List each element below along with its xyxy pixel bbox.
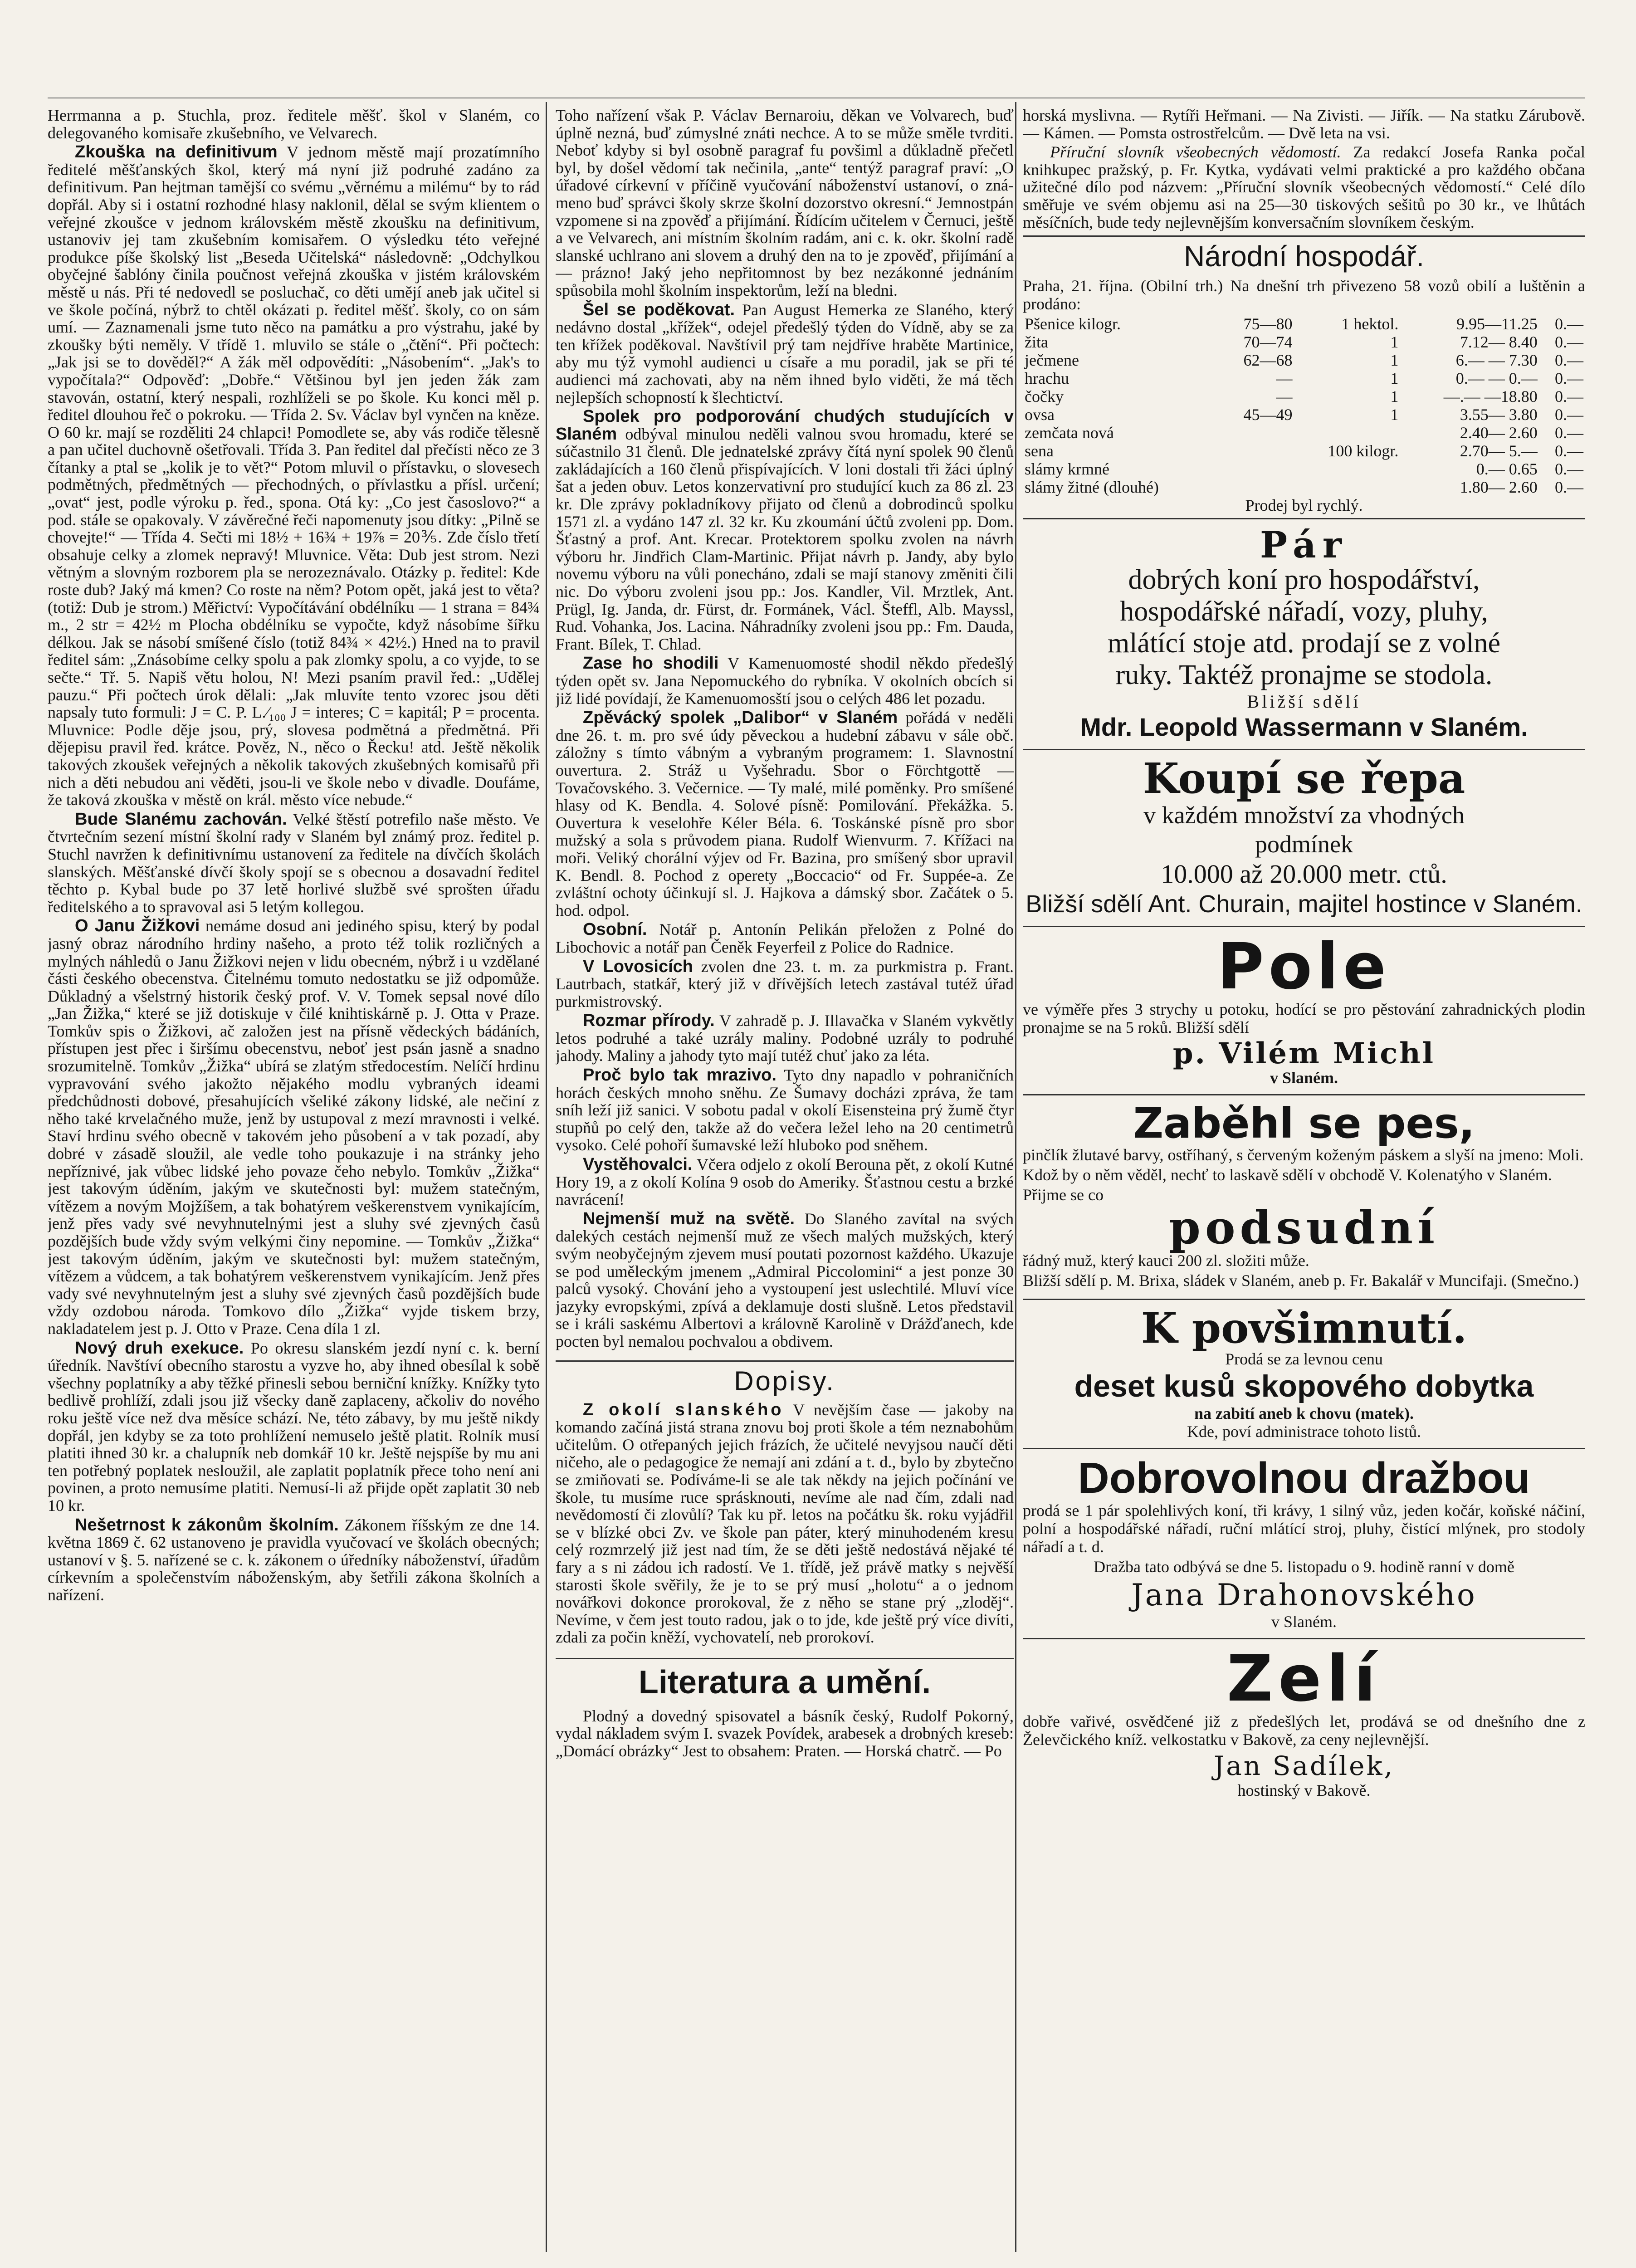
market-cell: 1 <box>1390 387 1399 406</box>
article-lead: Spolek pro podporování chudých studujících v Slaném <box>556 407 1014 444</box>
market-cell: 0.— <box>1555 478 1583 497</box>
article-lead: Osobní. <box>583 920 647 939</box>
article-spolek <box>556 408 1014 653</box>
market-title: Národní hospodář. <box>1183 240 1425 273</box>
article-nesetrnost <box>48 1516 540 1604</box>
ad-zeli-contact: Jan Sadílek, <box>1213 1750 1395 1781</box>
ad-koni-line: ruky. Taktéž pronajme se stodola. <box>1115 660 1493 691</box>
market-cell: ječmene <box>1025 351 1079 370</box>
market-table <box>1023 315 1585 496</box>
ad-koni-contact: Mdr. Leopold Wassermann v Slaném. <box>1080 713 1528 742</box>
market-cell: slámy žitné (dlouhé) <box>1025 478 1159 497</box>
market-cell: 1 <box>1390 369 1399 388</box>
market-cell: 1.80— 2.60 <box>1460 478 1538 497</box>
market-cell <box>1219 442 1294 460</box>
column-rule-2 <box>1015 102 1016 2252</box>
article-lead: Nešetrnost k zákonům školním. <box>75 1515 339 1535</box>
market-cell: 1 <box>1390 351 1399 370</box>
market-cell <box>1294 478 1401 496</box>
ad-repa-line: podmínek <box>1255 830 1353 858</box>
article-paragraph: Toho nařízení však P. Václav Bernaroiu, děkan ve Volvarech, buď úplně nezná, buď zúmyslné znáti nechce. A to se může směle tvrditi. Neboť kdyby si byl osobně paragraf fu povšiml a důkladně přečetl byl, by došel vědomí tak nečinila, „ante“ tentýž paragraf praví: „O úřadové církevní v příčině vyučování náboženství ustanoví, o zná-meno buď správci školy skrze školní dozorstvo okresní.“ Jemnostpán vzpomene si na zpověď a přijímání. Řídícím učitelem v Černuci, ještě a ve Velvarech, ani místním školním radám, ani c. k. okr. školní radě slanské uchlrano ani slovem a druhý den na to je zpověď, přijímání a — prázno! Jaký jeho nepřitomnost by bez nezákonné jednáním spůsobila mohl školním inspektorům, leží na bledni. <box>556 107 1014 299</box>
market-cell: čočky <box>1025 387 1064 406</box>
ad-koni-head: Pár <box>1260 523 1348 567</box>
market-row <box>1023 333 1585 351</box>
market-intro: Praha, 21. října. (Obilní trh.) Na dnešní trh přivezeno 58 vozů obilí a luštěnin a prodáno: <box>1023 277 1585 313</box>
ad-podsudni-head: podsudní <box>1168 1200 1440 1254</box>
market-row <box>1023 442 1585 460</box>
article-body: V Kamenuomosté shodil někdo předešlý týden opět sv. Jana Nepomuckého do rybníka. V okolních obcích si již lidé povídají, že Kamenuomosští jsou o celých 486 let pozadu. <box>556 654 1014 708</box>
market-row <box>1023 424 1585 442</box>
article-body: Zákonem říšským ze dne 14. května 1869 č. 62 ustanoveno je pravidla vyučovací ve školách obecných; ustanoví v §. 5. nařízené se c. k. zákonem o úředníky náboženství, úřadům církevním a společenstvím náboženským, aby šetřili zákona školních a nařízení. <box>48 1515 540 1604</box>
article-lead: V Lovosicích <box>583 957 693 976</box>
market-row <box>1023 351 1585 369</box>
article-body: Za redakcí Josefa Ranka počal knihkupec pražský, p. Fr. Kytka, vydávati velmi praktické a pro každého občana užitečné dílo pod názvem: „Příruční slovník všeobecných vědomostí.“ Celé dílo směřuje ve svém objemu asi na 25—30 tiskových sešitů po 30 kr., ve lhůtách měsíčních, bude tedy nejlevnějším konversačním slovníkem českým. <box>1023 143 1585 231</box>
article-nejmensi-muz <box>556 1210 1014 1350</box>
ad-povsimnuti <box>1023 1300 1585 1450</box>
article-vystehovalci <box>556 1156 1014 1208</box>
ad-koni-line: dobrých koní pro hospodářství, <box>1128 564 1480 596</box>
ad-podsudni-contact: Bližší sdělí p. M. Brixa, sládek v Slaném, aneb p. Fr. Bakalář v Muncifaji. (Smečno.) <box>1023 1271 1579 1290</box>
ad-zeli-line: hostinský v Bakově. <box>1237 1781 1371 1799</box>
article-lead: Rozmar přírody. <box>583 1011 715 1031</box>
market-cell: 1 <box>1390 333 1399 352</box>
market-row <box>1023 387 1585 406</box>
article-body: odbýval minulou neděli valnou svou hromadu, které se súčastnilo 31 členů. Dle jednatelské zprávy čítá nyní spolek 90 členů zakládajících a 160 členů přispívajících. V loni dostali tři žáci úplný šat a jeden obuv. Letos konzervativní pro studující kuch za 86 zl. 23 kr. Dle zprávy pokladníkovy přijato od členů a dobrodinců spolku 1571 zl. a vydáno 147 zl. 32 kr. Ku zkoumání účtů zvoleni pp. Dom. Šťastný a prof. Ant. Krecar. Protektorem spolku zvolen na návrh výboru hr. Jindřich Clam-Martinic. Přijat návrh p. Jandy, aby bylo novemu výboru na vůli ponecháno, zdali se mají stanovy změniti čili nic. Do výboru zvoleni jsou pp.: Jos. Kandler, Vil. Mrztlek, Ant. Prügl, Ig. Janda, dr. Fürst, dr. Formánek, Václ. Šteffl, Alb. Mayssl, Rud. Vohanka, Jos. Lacina. Náhradníky zvoleni jsou pp.: Fm. Dauda, Frant. Bílek, T. Chlad. <box>556 425 1014 653</box>
article-lead: Bude Slanému zachován. <box>75 809 287 829</box>
article-lead: Nejmenší muž na světě. <box>583 1209 795 1228</box>
ad-repa-line: v každém množství za vhodných <box>1143 801 1465 829</box>
article-slovnik <box>1023 143 1585 231</box>
market-cell: 0.— <box>1555 387 1583 406</box>
article-lead: Nový druh exekuce. <box>75 1338 244 1358</box>
market-cell: slámy krmné <box>1025 460 1109 479</box>
market-cell: 7.12— 8.40 <box>1460 333 1538 352</box>
ad-pes-line: Přijme se co <box>1023 1185 1104 1204</box>
article-lead: Z okolí slanského <box>583 1400 784 1419</box>
column-1 <box>48 107 540 2248</box>
article-body: pořádá v neděli dne 26. t. m. pro své údy pěveckou a hudební zábavu v sále obč. záložny s tímto vábným a vybraným programem: 1. Slavnostní ouvertura. 2. Stráž u Vyšehradu. Sbor o Förchtgottě — Tovačovského. 3. Večernice. — Ty malé, milé poměnky. Pro smíšené hlasy od K. Bendla. 4. Solové písně: Pomilování. Překážka. 5. Ouvertura k veselohře Kéler Béla. 6. Toskánské písně pro sbor mužský a sola s průvodem piana. Rudolf Wienvurm. 7. Křížaci na moři. Veliký chorální výjev od Fr. Bazina, pro smíšený sbor upravil K. Bendl. 8. Pochod z operety „Boccacio“ od Fr. Suppée-a. Ze zvláštní ochoty účinkují sl. J. Hajkova a dámský sbor. Začátek o 5. hod. odpol. <box>556 709 1014 919</box>
ad-pole-contact: p. Vilém Michl <box>1172 1036 1436 1070</box>
article-body: V jednom městě mají prozatímního ředitelé měšťanských škol, který má nyní již podruhé zadáno za definitivum. Pan hejtman tamější co svému „věrnému a milému“ by to rád dopřál. Aby si i ostatní rozhodné hlasy naklonil, dělal se svým klientem o veřejné zkoušce v jednom královském městě zkoušku na definitivum, ustanoviv jej tam zkušebním komisařem. O výsledku této veřejné produkce píše školský list „Beseda Učitelská“ následovně: „Odchylkou obyčejné šablóny činila poučnost veřejná zkouška v jistém královském městě u nás. Při té nedovedl se posluchač, co děti umějí aneb jak učitel si ve škole počíná, nýbrž to chtěl okázati p. ředitel měšť. školy, co on sám umí. — Zaznamenali jsme tuto něco na památku a pro výstrahu, jaké by zkoušky býti neměly. V třídě 1. mluvilo se stále o „čtění“. Při počtech: „Jak jsi se to dověděl?“ A žák měl odpovědíti: „Násobením“. „Jak's to vypočítala?“ Odpověď: „Dobře.“ Většinou byl jen jeden žák zam stavován, ostatní, který nespali, rozhlíželi se po škole. Ku konci měl p. ředitel dlouhou řeč o pokroku. — Třída 2. Sv. Václav byl vynčen na kněze. O 60 kr. mají se rozděliti 24 chlapci! Pomodlete se, aby vás rodiče tělesně a pan učitel duchovně ošetřovali. Třída 3. Pan ředitel dal přečísti něco ze 3 čítanky a ptal se „kolik je to vět?“ Potom mluvil o přístavku, o slovesech podmětných, předmětných — přechodných, o přívlastku a přísl. určení; „ovat“ jest, podle výroku p. řed., spona. Otá ky: „Co jest časoslovo?“ a pod. stále se opakovaly. V závěrečné řeči napomenuty jsou dítky: „Pilně se chovejte!“ — Třída 4. Sečti mi 18½ + 16¾ + 19⅞ = 20⅗. Zde číslo třetí obsahuje celky a zlomek nepravý! Mluvnice. Věta: Dub jest strom. Nezi větným a slovným rozborem pla se nerozeznávalo. Otázky p. ředitel: Kde roste dub? Jaký má kmen? Co roste na něm? Potom opět, jaká jest to věta? (totiž: Dub je strom.) Měřictví: Vypočítávání obdélníku — 1 strana = 84¾ m., 2 str = 42½ m Plocha obdélníku se vypočte, když násobíme šířku délkou. Jak se násobí smíšené číslo (totiž 84¾ × 42½.) Hned na to pravil ředitel sám: „Znásobíme celky spolu a pak zlomky spolu, a co vyjde, to se sečte.“ Tř. 5. Napiš větu holou, N! Mezi psaním pravil řed.: „Udělej pauzu.“ Při počtech úrok dělali: „Jak mluvíte tento vzorec jsou děti napsaly tuto formuli: J = C. P. L.⁄₁₀₀ J = interes; C = kapitál; P = procenta. Mluvnice: Podle děje jsou, prý, slovesa podmětná a předmětná. Při dějepisu pravil řed. krátce. Pověz, N., něco o Řecku! atd. Ještě několik takových zkoušek veřejných a několik takových zkušebných komisařů při nich a děti nebudou ani věděti, jsou-li ve škole nebo v divadle. Doufáme, že taková zkouška v městě on král. město více nebude.“ <box>48 143 540 809</box>
market-cell: 0.— <box>1555 351 1583 370</box>
article-lovosice <box>556 958 1014 1011</box>
article-lead: Proč bylo tak mrazivo. <box>583 1066 776 1085</box>
article-osobni <box>556 921 1014 956</box>
market-cell: hrachu <box>1025 369 1069 388</box>
market-row <box>1023 315 1585 333</box>
market-cell: 2.70— 5.— <box>1460 442 1538 460</box>
ad-povsimnuti-line: deset kusů skopového dobytka <box>1074 1369 1534 1404</box>
ad-drazba-line: Dražba tato odbývá se dne 5. listopadu o 9. hodině ranní v domě <box>1094 1557 1514 1576</box>
article-dalibor <box>556 709 1014 919</box>
article-body: Po okresu slanském jezdí nyní c. k. berní úředník. Navštíví obecního starostu a vyzve ho, aby ihned obesílal k sobě všechny poplatníky a aby těžké přinesli sebou berniční knížky. Knížky tyto bedlivě prohlíží, zdali jsou již všecky daně zaplaceny, ačkoliv do nového roku ještě více než dva měsíce schází. Ne, této zábavy, by mu ještě nikdy dopřál, jen kdyby se za toto prohlížení nemuselo ještě platit. Rolník musí platiti ihned 30 kr. a chalupník neb domkář 10 kr. Ještě nejspíše by mu ani ten potřebný poplatek nesloužil, ale zaplatit poplatník přece toho není ani povinen, a proto nemusíme platiti. Nemusí-li až přijde opět zaplatit 30 neb 10 kr. <box>48 1339 540 1515</box>
article-lead: Šel se poděkovat. <box>583 300 735 319</box>
market-cell: 3.55— 3.80 <box>1460 406 1538 424</box>
ad-zeli <box>1023 1639 1585 1807</box>
article-body: Do Slaného zavítal na svých dalekých cestách nejmenší muž ze všech malých mužských, který svým neobyčejným zjevem musí poutati pozornost každého. Ukazuje se pod uměleckým jmenem „Admiral Piccolomini“ a jest ponze 30 palců vysoký. Chování jeho a vystoupení jest uslechtilé. Mluví více jazyky evropskými, zpívá a deklamuje dosti slušně. Letos představil se i králi saskému Albertovi a královně Karolině v Drážďanech, kde pocten byl nemalou pochvalou a obdivem. <box>556 1209 1014 1350</box>
market-cell: 0.— 0.65 <box>1476 460 1538 479</box>
market-cell: 0.— <box>1555 369 1583 388</box>
ad-povsimnuti-line: Prodá se za levnou cenu <box>1225 1350 1383 1369</box>
market-row <box>1023 460 1585 478</box>
article-shodili <box>556 655 1014 707</box>
article-lead: Příruční slovník všeobecných vědomostí. <box>1050 143 1341 161</box>
article-slanemu <box>48 811 540 916</box>
article-body: Pan August Hemerka ze Slaného, který nedávno dostal „křížek“, odejel předešlý týden do Vídně, aby se za ten křížek poděkoval. Navštívil prý tam nejdříve hraběte Martinice, aby mu týž vymohl audienci u císaře a mu poradil, jak se při té audienci má zachovati, aby na něm ihned bylo viděti, že má těch nejlepších schopností k šlechtictví. <box>556 300 1014 406</box>
market-cell: žita <box>1025 333 1048 352</box>
market-cell <box>1294 460 1401 478</box>
article-body: Notář p. Antonín Pelikán přeložen z Polné do Libochovic a notář pan Čeněk Feyerfeil z Police do Radnice. <box>556 920 1014 956</box>
market-section <box>1023 235 1585 519</box>
article-paragraph: horská myslivna. — Rytíři Heřmani. — Na Zivisti. — Jiřík. — Na statku Zárubově. — Kámen. — Pomsta ostrostřelcům. — Dvě leta na vsi. <box>1023 107 1585 142</box>
market-cell <box>1219 460 1294 478</box>
market-cell: ovsa <box>1025 406 1055 424</box>
ad-pole-line: ve výměře přes 3 strychy u potoku, hodící se pro pěstování zahradnických plodin pronajme se na 5 roků. Bližší sdělí <box>1023 1000 1585 1036</box>
market-cell: 1 hektol. <box>1341 315 1399 333</box>
market-cell: sena <box>1025 442 1054 460</box>
section-title-literatura: Literatura a umění. <box>556 1658 1014 1701</box>
column-3 <box>1023 107 1585 2248</box>
column-rule-1 <box>546 102 547 2252</box>
column-2 <box>556 107 1014 2248</box>
market-cell <box>1219 478 1294 496</box>
market-row <box>1023 406 1585 424</box>
article-body: Včera odjelo z okolí Berouna pět, z okolí Kutné Hory 19, a z okolí Kolína 9 osob do Ameriky. Šťastnou cestu a brzké navrácení! <box>556 1155 1014 1209</box>
ad-drazba-contact: Jana Drahonovského <box>1131 1577 1477 1613</box>
market-cell <box>1294 424 1401 442</box>
article-zkouska <box>48 143 540 809</box>
ad-drazba-head: Dobrovolnou dražbou <box>1078 1454 1530 1503</box>
article-lead: O Janu Žižkovi <box>75 916 200 936</box>
ad-povsimnuti-line: Kde, poví administrace tohoto listů. <box>1187 1422 1421 1441</box>
market-cell: 75—80 <box>1243 315 1293 333</box>
market-cell: 9.95—11.25 <box>1456 315 1538 333</box>
ad-drazba-line: prodá se 1 pár spolehlivých koní, tři krávy, 1 silný vůz, jeden kočár, koňské náčiní, polní a hospodářské nářadí, ruční mlátící stroj, pluhy, čistící mlýnek, pro stodoly nářadí a t. d. <box>1023 1501 1585 1556</box>
market-cell: 0.— <box>1555 315 1583 333</box>
ad-drazba-line: v Slaném. <box>1271 1612 1337 1631</box>
article-lead: Vystěhovalci. <box>583 1155 693 1174</box>
ad-koni-line: Bližší sdělí <box>1247 691 1361 712</box>
market-row <box>1023 369 1585 387</box>
market-cell: 0.— <box>1555 333 1583 352</box>
market-cell: 100 kilogr. <box>1328 442 1399 460</box>
ad-drazba <box>1023 1449 1585 1639</box>
article-body: Velké štěstí potrefilo naše město. Ve čtvrtečním sezení místní školní rady v Slaném byl známý proz. ředitel p. Stuchl navržen k definitivnímu ustanovení za ředitele na dívčích školách slanských. Měšťanské dívčí školy spojí se s obecnou a dosavadní ředitel těchto p. Kybal bude po 37 letě horlivé službě své sprošten úřadu ředitelského a to spravoval asi 5 letým kollegou. <box>48 810 540 916</box>
article-paragraph: Herrmanna a p. Stuchla, proz. ředitele měšť. škol v Slaném, co delegovaného komisaře zkušebního, ve Velvarech. <box>48 107 540 142</box>
article-lead: Zase ho shodili <box>583 654 719 673</box>
ad-pes-line: pinčlík žlutavé barvy, ostříhaný, s červeným koženým páskem a slyší na jmeno: Moli. <box>1023 1145 1584 1164</box>
market-row <box>1023 478 1585 496</box>
market-cell: 70—74 <box>1243 333 1293 352</box>
market-cell: Pšenice kilogr. <box>1025 315 1121 333</box>
article-lead: Zkouška na definitivum <box>75 142 278 162</box>
ad-koni-line: hospodářské nářadí, vozy, pluhy, <box>1120 596 1488 627</box>
ad-koni-line: mlátící stoje atd. prodají se z volné <box>1107 628 1501 659</box>
article-dopis <box>556 1401 1014 1646</box>
ad-pole <box>1023 927 1585 1095</box>
article-body: Tyto dny napadlo v pohraničních horách českých mnoho sněhu. Ze Šumavy docházi zpráva, že tam sníh leží již sanici. V sobotu padal v okolí Eisensteina prý žumě čtyr stupňů po celý den, takže až do večera ležel leho na 20 centimetrů vysoko. Celé pohoří šumavské leží hluboko pod sněhem. <box>556 1066 1014 1154</box>
market-cell: 1 <box>1390 406 1399 424</box>
market-cell: 6.— — 7.30 <box>1455 351 1538 370</box>
ad-podsudni-line: řádný muž, který kauci 200 zl. složiti může. <box>1023 1251 1309 1270</box>
ad-povsimnuti-head: K povšimnutí. <box>1141 1303 1467 1353</box>
market-cell: 0.— <box>1555 460 1583 479</box>
market-cell: 0.— <box>1555 424 1583 442</box>
market-cell: — <box>1276 369 1293 388</box>
market-cell: 2.40— 2.60 <box>1460 424 1538 442</box>
ad-pole-head: Pole <box>1217 929 1391 1004</box>
market-cell: 0.— <box>1555 442 1583 460</box>
ad-zeli-line: dobře vařivé, osvědčené již z předešlých let, prodává se od dnešního dne z Želevčického kníž. velkostatku v Bakově, za ceny nejlevnější. <box>1023 1712 1585 1749</box>
article-lead: Zpěvácký spolek „Dalibor“ v Slaném <box>583 708 898 728</box>
article-rozmar <box>556 1012 1014 1065</box>
market-cell: 0.— <box>1555 406 1583 424</box>
section-title-dopisy: Dopisy. <box>556 1360 1014 1397</box>
ad-pole-line: v Slaném. <box>1270 1068 1338 1087</box>
ad-repa-line: 10.000 až 20.000 metr. ctů. <box>1161 859 1447 889</box>
article-body: zvolen dne 23. t. m. za purkmistra p. Frant. Lautrbach, statkář, který již v dřívějších letech zastával tutéž úřad purkmistrovský. <box>556 957 1014 1011</box>
ad-povsimnuti-line: na zabití aneb k chovu (matek). <box>1194 1404 1414 1423</box>
market-note: Prodej byl rychlý. <box>1245 496 1363 515</box>
ad-pes-head: Zaběhl se pes, <box>1133 1099 1475 1148</box>
ad-repa-contact: Bližší sdělí Ant. Churain, majitel hostince v Slaném. <box>1026 890 1582 918</box>
market-cell: zemčata nová <box>1025 424 1114 442</box>
article-zizka <box>48 917 540 1337</box>
article-body: V zahradě p. J. Illavačka v Slaném vykvětly letos podruhé a také uzrály maliny. Podobné uzrály to podruhé jahody. Maliny a jahody tyto mají tutéž chuť jako za léta. <box>556 1012 1014 1065</box>
market-cell: 0.— — 0.— <box>1455 369 1538 388</box>
article-exekuce <box>48 1339 540 1515</box>
article-body: V nevějším čase — jakoby na komando začíná jistá strana znovu boj proti škole a tém neznabohům učitelům. O otřepaných jejich frázích, že učitelé nevyjsou naučí děti ničeho, ale o pedagogice že nemají ani zdání a t. d., bylo by zbytečno se zmiňovati se. Podíváme-li se ale tak někdy na jejich počínání ve škole, tu musíme ruce sprásknouti, nevíme ale nad čím, zdali nad nevědomostí či zlovůlí? Tak ku př. letos na počátku šk. roku vyjádřil se v blízké obci Zv. ve škole pan páter, který minuhodeném kresu celý rozmrzelý již jest nad tím, že se děti ještě nedostává nějaké té fary a s ni zádou ich radostí. Ve 1. třídě, jež právě matky s nejvěší starosti škole svěřily, že je to se prý musí „holotu“ a o jednom novářkovi dokonce prorokoval, že z něho se stane prý „zloděj“. Nevíme, v čem jest touto radou, jak o to jde, kde ještě prý více divíti, zdali za počin kněží, vychovatelí, neb prorokoví. <box>556 1400 1014 1647</box>
article-mrazivo <box>556 1066 1014 1154</box>
article-podekovat <box>556 301 1014 406</box>
market-cell: —.— —18.80 <box>1443 387 1538 406</box>
article-body: nemáme dosud ani jediného spisu, který by podal jasný obraz národního hrdiny našeho, a proto též tolik rozličných a mylných náhledů o Janu Žižkovi nejen v lidu obecném, nýbrž i u vzdělané části českého obecenstva. Čitelnému tomuto nedostatku se již odpomůže. Důkladný a všelstrný historik český prof. V. V. Tomek sepsal nové dílo „Jan Žižka,“ které se již dotiskuje v čilé knihtiskárně p. J. Otta v Praze. Tomkův spis o Žižkovi, ač založen jest na přísně vědeckých bádáních, přístupen jest přec i širšímu obecenstvu, neboť jest psán jasně a snadno srozumitelně. Tomkův „Žižka“ ubírá se zlatým středocestím. Nelíčí hrdinu vypravování svého jakožto nějakého modlu vybraných ideami předchůdnosti dobové, přesahujících všeliké zákony lidské, ale nečiní z něho také krvelačného muže, jenž by ustupoval z mezí mravnosti i velké. Staví hrdinu svého obecně v takovém jeho působení a v tak pozadí, aby dobré v zásadě sloužil, ale vedle toho poukazuje i na stránky jeho nepříznivé, jak vůbec lidské jeho povaze čeho nebylo. Tomkův „Žižka“ jest takovým úděním, jakým ve skutečnosti byl: mužem statečným, vítězem a novým Mojžíšem, a tak bohatýrem veškerenstvem vynikajícím, jenž přes vady své nevyhnutelnými jest a sluhy své zjevných časů pozdějších bude vždy svým velkými činy nepomine. — Tomkův „Žižka“ jest takovým úděním, jakým ve skutečnosti byl: mužem statečným, vítězem a vůdcem, a tak bohatýrem veškerenstvem vynikajícím. Jenž přes vady své nevyhnutelným jest a sluhy své zjevných časů pozdějších bude vždy ozdobou národa. Tomkovo dílo „Žižka“ vyjde tiskem brzy, nakladatelem jest p. J. Otto v Praze. Cena díla 1 zl. <box>48 917 540 1338</box>
ad-zeli-head: Zelí <box>1226 1642 1382 1716</box>
market-cell: 62—68 <box>1243 351 1293 370</box>
market-cell <box>1219 424 1294 442</box>
ad-repa-head: Koupí se řepa <box>1143 754 1465 803</box>
market-cell: — <box>1276 387 1293 406</box>
article-literatura: Plodný a dovedný spisovatel a básník český, Rudolf Pokorný, vydal nákladem svým I. svazek Povídek, arabesek a drobných kreseb: „Domácí obrázky“ Jest to obsahem: Praten. — Horská chatrč. — Po <box>556 1706 1014 1760</box>
market-cell: 45—49 <box>1243 406 1293 424</box>
ad-koni <box>1023 519 1585 750</box>
ad-pes <box>1023 1095 1585 1300</box>
ad-pes-line: Kdož by o něm věděl, nechť to laskavě sdělí v obchodě V. Kolenatýho v Slaném. <box>1023 1165 1552 1184</box>
ad-repa <box>1023 750 1585 927</box>
